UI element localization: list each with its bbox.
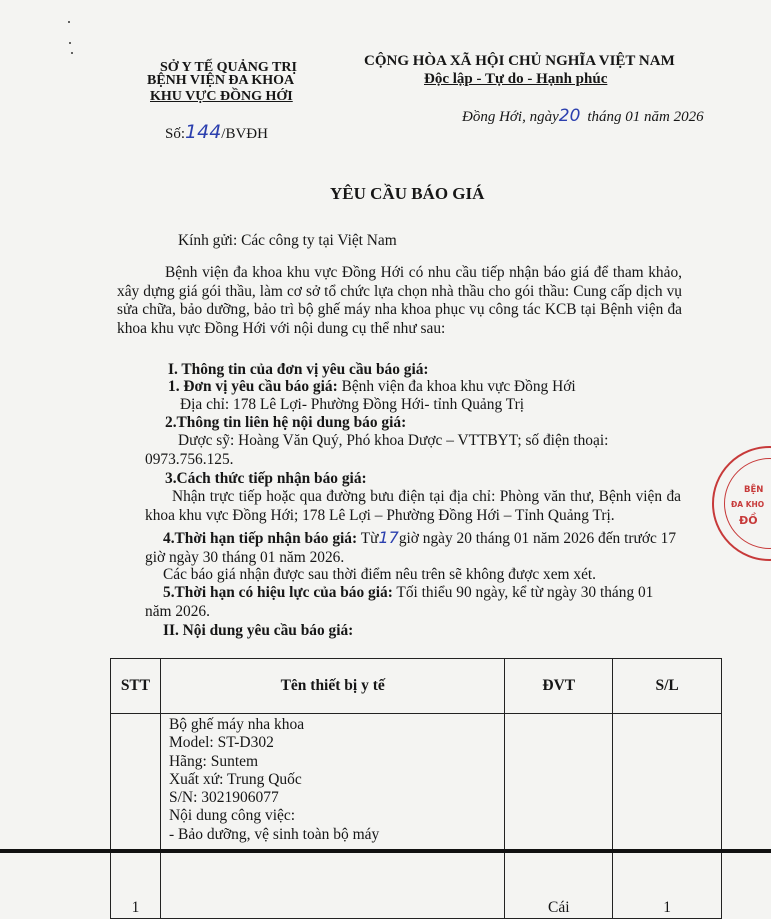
hospital-seal [712,446,771,561]
scan-speck [68,21,70,23]
scan-speck [69,42,71,44]
handwritten-number: 144 [185,121,222,143]
scan-speck [71,52,73,54]
document-number-label: Số: [165,126,186,142]
seal-text-line-3: ĐỒ [739,514,758,527]
item-2-label: 2.Thông tin liên hệ nội dung báo giá: [165,414,407,431]
device-line: Nội dung công việc: [168,807,296,825]
column-header-quantity: S/L [613,659,722,714]
item-2-contact: Dược sỹ: Hoàng Văn Quý, Phó khoa Dược – VTTBYT; số điện thoại: 0973.756.125. [145,432,609,468]
device-line: Model: ST-D302 [168,734,274,752]
agency-name: SỞ Y TẾ QUẢNG TRỊ [160,60,297,75]
seal-text-line-2: ĐA KHO [731,500,765,509]
item-4-note: Các báo giá nhận được sau thời điểm nêu trên sẽ không được xem xét. [163,566,597,583]
recipient-line: Kính gửi: Các công ty tại Việt Nam [178,232,397,249]
item-4-from: Từ [357,530,379,547]
date-suffix: tháng 01 năm 2026 [587,109,704,125]
seal-text-line-1: BỆN [744,485,764,495]
country-name: CỘNG HÒA XÃ HỘI CHỦ NGHĨA VIỆT NAM [364,53,675,69]
document-number [165,121,268,143]
item-1 [168,378,576,396]
device-line: S/N: 3021906077 [168,789,279,807]
cell-unit: Cái [505,714,613,919]
item-3-value: Nhận trực tiếp hoặc qua đường bưu điện tại địa chỉ: Phòng văn thư, Bệnh viện đa khoa khu vực Đồng Hới; 178 Lê Lợi – Phường Đồng Hới – Tỉnh Quảng Trị. [145,488,681,524]
hospital-region: KHU VỰC ĐỒNG HỚI [150,89,293,104]
device-line: Bộ ghế máy nha khoa [168,716,305,733]
cell-quantity: 1 [613,714,722,919]
item-4-label: 4.Thời hạn tiếp nhận báo giá: [163,530,358,547]
item-1-value: Bệnh viện đa khoa khu vực Đồng Hới [337,378,576,395]
motto: Độc lập - Tự do - Hạnh phúc [424,71,608,87]
column-header-stt: STT [111,659,161,714]
cell-device [160,714,504,919]
scan-bottom-edge [0,849,771,853]
document-number-suffix: /BVĐH [221,126,268,142]
item-4-paragraph [145,529,681,567]
device-line: - Bảo dưỡng, vệ sinh toàn bộ máy [168,825,380,843]
place-date [462,106,704,126]
table-header-row [111,659,722,714]
item-5-value: Tối thiểu 90 ngày, kể từ ngày 30 tháng 01 năm 2026. [145,584,654,620]
item-1-label: 1. Đơn vị yêu cầu báo giá: [168,378,338,395]
column-header-device: Tên thiết bị y tế [160,659,504,714]
item-2-paragraph [145,432,645,469]
handwritten-hour: 17 [378,528,399,547]
column-header-unit: ĐVT [505,659,613,714]
intro-paragraph [117,264,682,338]
item-3-paragraph [145,488,681,525]
table-row [111,714,722,919]
item-3-label: 3.Cách thức tiếp nhận báo giá: [165,470,367,487]
item-1-address: Địa chỉ: 178 Lê Lợi- Phường Đồng Hới- tỉnh Quảng Trị [180,396,524,413]
quote-request-table [110,658,722,919]
device-line: Hãng: Suntem [168,752,259,770]
document-title: YÊU CẦU BÁO GIÁ [330,184,485,203]
section-2-heading: II. Nội dung yêu cầu báo giá: [163,622,354,639]
device-line: Xuất xứ: Trung Quốc [168,770,302,788]
cell-stt: 1 [111,714,161,919]
item-5-paragraph [145,584,681,621]
section-1-heading: I. Thông tin của đơn vị yêu cầu báo giá: [168,361,429,378]
item-5-label: 5.Thời hạn có hiệu lực của báo giá: [163,584,393,601]
handwritten-day: 20 [558,106,581,126]
item-4-value: giờ ngày 20 tháng 01 năm 2026 đến trước 17 giờ ngày 30 tháng 01 năm 2026. [145,530,677,566]
date-prefix: Đồng Hới, ngày [462,109,559,125]
hospital-name: BỆNH VIỆN ĐA KHOA [147,73,295,88]
intro-text: Bệnh viện đa khoa khu vực Đồng Hới có nhu cầu tiếp nhận báo giá để tham khảo, xây dựng giá gói thầu, làm cơ sở tổ chức lựa chọn nhà thầu cho gói thầu: Cung cấp dịch vụ sửa chữa, bảo dưỡng, bảo trì bộ ghế máy nha khoa phục vụ công tác KCB tại Bệnh viện đa khoa khu vực Đồng Hới với nội dung cụ thể như sau: [117,264,682,337]
